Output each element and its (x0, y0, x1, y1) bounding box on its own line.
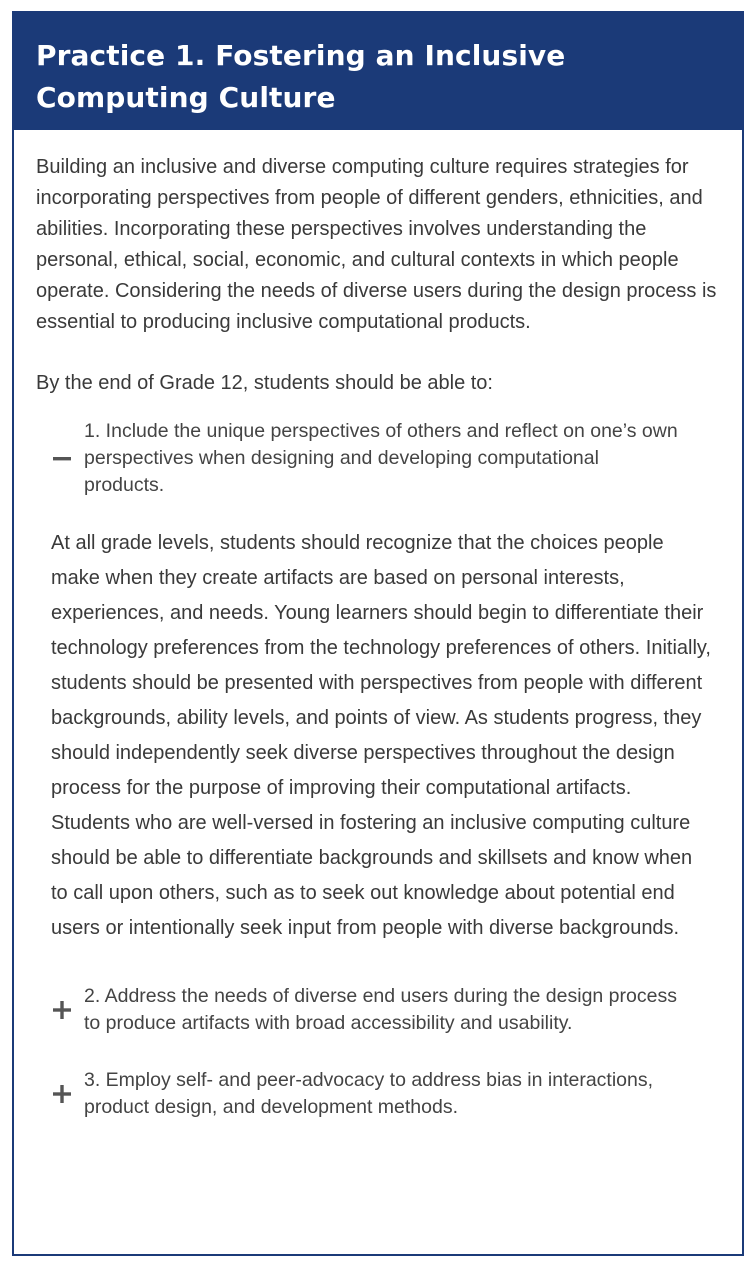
intro-paragraph: Building an inclusive and diverse computing culture requires strategies for incorporating perspectives from people of different genders, ethnicities, and abilities. Incorporating these perspectives involves understanding the personal, ethical, social, economic, and cultural contexts in which people operate. Considering the needs of diverse users during the design process is essential to producing inclusive computational products. (36, 156, 717, 333)
accordion-detail-1: At all grade levels, students should recognize that the choices people make when they create artifacts are based on personal interests, experiences, and needs. Young learners should begin to differentiate their technology preferences from the technology preferences of others. Initially, students should be presented with perspectives from people with different backgrounds, ability levels, and points of view. As students progress, they should independently seek diverse perspectives throughout the design process for the purpose of improving their computational artifacts. Students who are well-versed in fostering an inclusive computing culture should be able to differentiate backgrounds and skillsets and know when to call upon others, such as to seek out knowledge about potential end users or intentionally seek input from people with diverse backgrounds. (51, 532, 711, 939)
objectives-lead: By the end of Grade 12, students should be able to: (36, 372, 493, 394)
practice-card (12, 11, 744, 1256)
plus-icon[interactable] (52, 1000, 72, 1020)
accordion-label-1: 1. Include the unique perspectives of others and reflect on one’s own perspectives when designing and developing computational products. (84, 420, 678, 496)
accordion-item-2 (36, 983, 722, 1037)
card-header (14, 13, 742, 130)
accordion-label-3: 3. Employ self- and peer-advocacy to address bias in interactions, product design, and development methods. (84, 1069, 654, 1118)
minus-icon[interactable] (52, 449, 72, 469)
plus-icon[interactable] (52, 1084, 72, 1104)
accordion-header-1[interactable] (36, 418, 722, 499)
accordion-item-3 (36, 1067, 722, 1121)
accordion-label-2: 2. Address the needs of diverse end users during the design process to produce artifacts with broad accessibility and usability. (84, 985, 677, 1034)
page-title: Practice 1. Fostering an Inclusive Computing Culture (36, 39, 566, 114)
accordion-header-2[interactable] (36, 983, 722, 1037)
accordion-header-3[interactable] (36, 1067, 722, 1121)
card-body (14, 130, 742, 1121)
accordion-item-1 (36, 418, 722, 946)
